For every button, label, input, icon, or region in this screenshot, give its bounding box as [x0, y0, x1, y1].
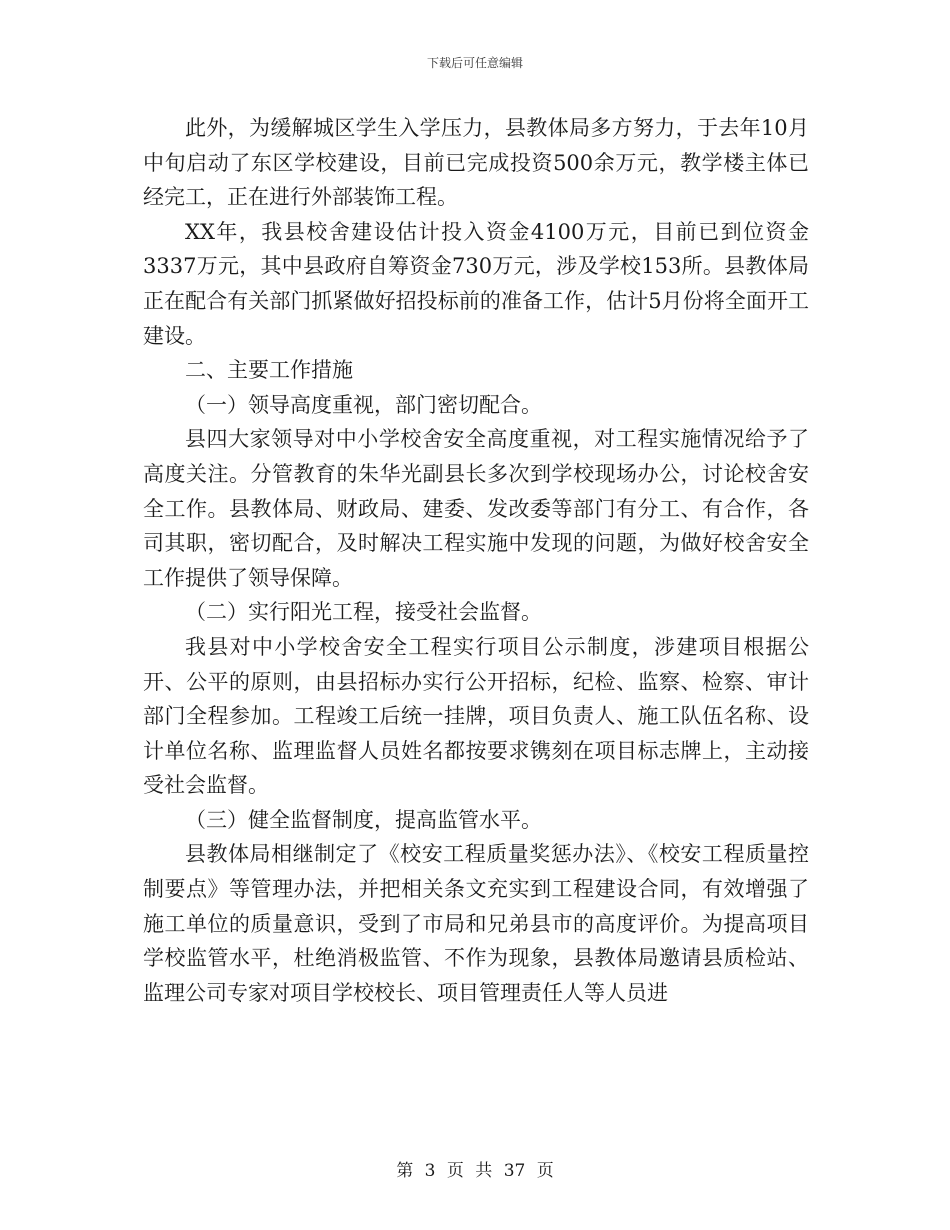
section-heading-measures: 二、主要工作措施 — [185, 358, 353, 383]
document-body — [143, 111, 809, 1010]
subheading-supervision: （三）健全监督制度，提高监管水平。 — [185, 807, 542, 832]
subheading-sunshine-project: （二）实行阳光工程，接受社会监督。 — [185, 600, 542, 625]
paragraph-sunshine-project: 我县对中小学校舍安全工程实行项目公示制度，涉建项目根据公开、公平的原则，由县招标办实行公开招标，纪检、监察、检察、审计部门全程参加。工程竣工后统一挂牌，项目负责人、施工队伍名称、设计单位名称、监理监督人员姓名都按要求镌刻在项目标志牌上，主动接受社会监督。 — [143, 634, 809, 798]
paragraph-east-school: 此外，为缓解城区学生入学压力，县教体局多方努力，于去年10月中旬启动了东区学校建设，目前已完成投资500余万元，教学楼主体已经完工，正在进行外部装饰工程。 — [143, 116, 809, 210]
paragraph-funding: XX年，我县校舍建设估计投入资金4100万元，目前已到位资金3337万元，其中县政府自筹资金730万元，涉及学校153所。县教体局正在配合有关部门抓紧做好招投标前的准备工作，估计5月份将全面开工建设。 — [143, 219, 809, 348]
page-footer: 第 3 页 共 37 页 — [396, 1161, 554, 1181]
header-note: 下载后可任意编辑 — [426, 56, 523, 70]
paragraph-leadership: 县四大家领导对中小学校舍安全高度重视，对工程实施情况给予了高度关注。分管教育的朱华光副县长多次到学校现场办公，讨论校舍安全工作。县教体局、财政局、建委、发改委等部门有分工、有合作，各司其职，密切配合，及时解决工程实施中发现的问题，为做好校舍安全工作提供了领导保障。 — [143, 427, 809, 590]
subheading-leadership: （一）领导高度重视，部门密切配合。 — [185, 392, 542, 417]
paragraph-supervision: 县教体局相继制定了《校安工程质量奖惩办法》、《校安工程质量控制要点》等管理办法，并把相关条文充实到工程建设合同，有效增强了施工单位的质量意识，受到了市局和兄弟县市的高度评价。为提高项目学校监管水平，杜绝消极监管、不作为现象，县教体局邀请县质检站、监理公司专家对项目学校校长、项目管理责任人等人员进 — [143, 842, 809, 1005]
